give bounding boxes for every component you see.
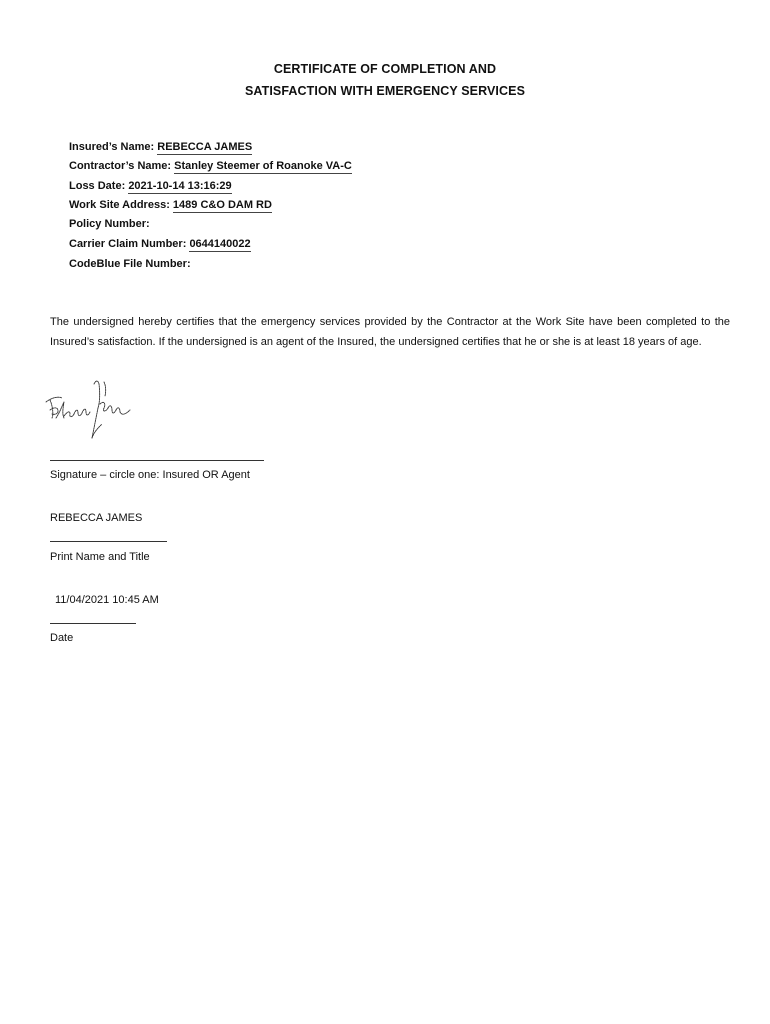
print-name-value: REBECCA JAMES	[50, 512, 143, 524]
contractor-name-value: Stanley Steemer of Roanoke VA-C	[174, 160, 352, 172]
policy-number-field	[69, 218, 150, 230]
loss-date-value: 2021-10-14 13:16:29	[128, 180, 232, 192]
codeblue-file-number-label: CodeBlue File Number:	[69, 258, 191, 270]
loss-date-field	[69, 180, 232, 194]
loss-date-label: Loss Date:	[69, 180, 126, 192]
date-line	[50, 623, 136, 624]
insured-name-value: REBECCA JAMES	[157, 141, 253, 153]
print-name-caption: Print Name and Title	[50, 551, 150, 563]
carrier-claim-number-field	[69, 238, 251, 252]
insured-name-label: Insured’s Name:	[69, 141, 155, 153]
work-site-address-label: Work Site Address:	[69, 199, 170, 211]
policy-number-label: Policy Number:	[69, 218, 150, 230]
print-name-line	[50, 541, 167, 542]
signature-caption: Signature – circle one: Insured OR Agent	[50, 469, 250, 481]
document-title-line-2: SATISFACTION WITH EMERGENCY SERVICES	[244, 84, 526, 98]
date-value: 11/04/2021 10:45 AM	[55, 594, 159, 606]
date-caption: Date	[50, 632, 74, 644]
document-title-line-1: CERTIFICATE OF COMPLETION AND	[273, 62, 497, 76]
contractor-name-label: Contractor’s Name:	[69, 160, 172, 172]
handwritten-signature	[42, 374, 142, 446]
carrier-claim-number-value: 0644140022	[189, 238, 251, 250]
contractor-name-field	[69, 160, 352, 174]
certification-paragraph: The undersigned hereby certifies that the emergency services provided by the Contractor at the Work Site have been completed to the Insured’s satisfaction. If the undersigned is an agent of the Insured, the undersigned certifies that he or she is at least 18 years of age.	[50, 316, 730, 348]
work-site-address-field	[69, 199, 272, 213]
carrier-claim-number-label: Carrier Claim Number:	[69, 238, 187, 250]
insured-name-field	[69, 141, 252, 155]
codeblue-file-number-field	[69, 258, 191, 270]
work-site-address-value: 1489 C&O DAM RD	[172, 199, 272, 211]
signature-line	[50, 460, 264, 461]
